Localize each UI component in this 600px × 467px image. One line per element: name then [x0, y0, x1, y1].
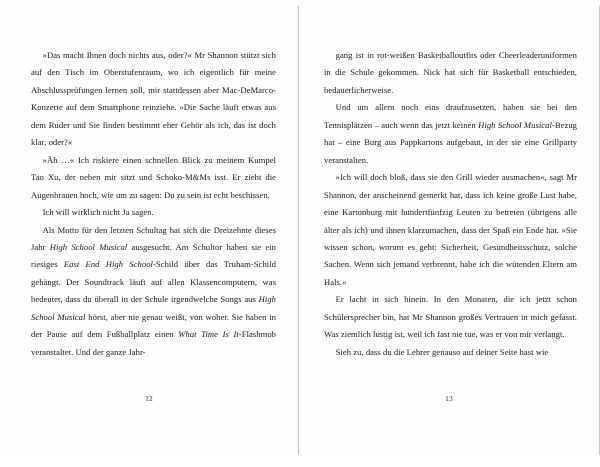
paragraph [31, 152, 276, 204]
body-text: »Ich will doch bloß, dass sie den Grill wieder ausmachen«, sagt Mr Shannon, der anscheinend gemerkt hat, dass ich keine große Lust habe, eine Kartonburg mit hundertfünfzig Leuten zu betreten (übrigens alle älter als ich) und ihnen klarzumachen, dass der Spaß ein Ende hat. »Sie wissen schon, worum es geht: Sicherheit, Gesundheitsschutz, solche Sachen. Wenn sich jemand verbrennt, habe ich die wütenden Eltern am Hals.« [324, 172, 577, 287]
body-text: -Schild über das Truham-Schild gehängt. Der Soundtrack läuft auf allen Klassencomputern, was bedeutet, dass du überall in der Schule irgendwelche Songs aus [31, 259, 276, 305]
body-text: hörst, aber nie genau weißt, von woher. Sie haben in der Pause auf dem Fußballplatz einen [31, 311, 277, 340]
body-text: ausgesucht. Am Schultor haben sie ein riesiges [31, 241, 276, 270]
body-text: »Das macht Ihnen doch nichts aus, oder?« Mr Shannon stützt sich auf den Tisch im Oberstufenraum, wo ich eigentlich für meine Abschlussprüfungen lernen soll, mir stattdessen aber Mac-DeMarco-Konzerte auf dem Smartphone reinziehe. »Die Sache läuft etwas aus dem Ruder und Sie finden bestimmt eher Gehör als ich, das ist doch klar, oder?« [31, 50, 276, 148]
paragraph [324, 169, 577, 291]
paragraph [31, 222, 276, 362]
book-page-left [0, 6, 299, 455]
body-text: -Bezug hat – eine Burg aus Pappkartons aufgebaut, in der sie eine Grillparty veranstalten. [324, 119, 577, 165]
paragraph [324, 344, 577, 361]
body-text: »Äh …« Ich riskiere einen schnellen Blick zu meinem Kumpel Tao Xu, der neben mir sitzt und Schoko-M&Ms isst. Er zieht die Augenbrauen hoch, wie um zu sagen: Du zu sein ist echt beschissen. [31, 154, 276, 200]
paragraph [31, 204, 276, 221]
paragraph [324, 291, 577, 343]
title-italic-text: High School Musical [49, 241, 128, 252]
paragraph [324, 47, 577, 99]
title-italic-text: High School Musical [478, 119, 552, 130]
body-text: Als Motto für den letzten Schultag hat sich die Dreizehnte dieses Jahr [31, 224, 276, 252]
page-left-text-block [31, 47, 276, 361]
book-page-right [299, 6, 600, 455]
page-number-right: 13 [445, 394, 453, 403]
title-italic-text: High School Musical [31, 294, 276, 322]
title-italic-text: What Time Is It [178, 329, 239, 340]
body-text: -Flashmob veranstaltet. Und der ganze Jahr- [31, 329, 277, 357]
page-number-left: 12 [145, 394, 153, 403]
title-italic-text: East End High School [63, 259, 153, 270]
body-text: gang ist in rot-weißen Basketballoutfits oder Cheerleaderuniformen in die Schule gekommen. Nick hat sich für Basketball entschieden, bedauerlicherweise. [324, 50, 577, 95]
page-right-text-block [324, 47, 577, 361]
body-text: Und um allem noch eins draufzusetzen, haben sie bei den Tennisplätzen – auch wenn das jetzt keinen [324, 102, 577, 130]
body-text: Ich will wirklich nicht Ja sagen. [42, 207, 154, 218]
paragraph [324, 99, 577, 169]
paragraph [31, 47, 276, 152]
body-text: Sieh zu, dass du die Lehrer genauso auf deiner Seite hast wie [335, 346, 549, 357]
body-text: Er lacht in sich hinein. In den Monaten, die ich jetzt schon Schülersprecher bin, hat Mr Shannon großes Vertrauen in mich gefasst. Was ziemlich lustig ist, weil ich fast nie tue, was er von mir verlangt. [324, 294, 577, 340]
